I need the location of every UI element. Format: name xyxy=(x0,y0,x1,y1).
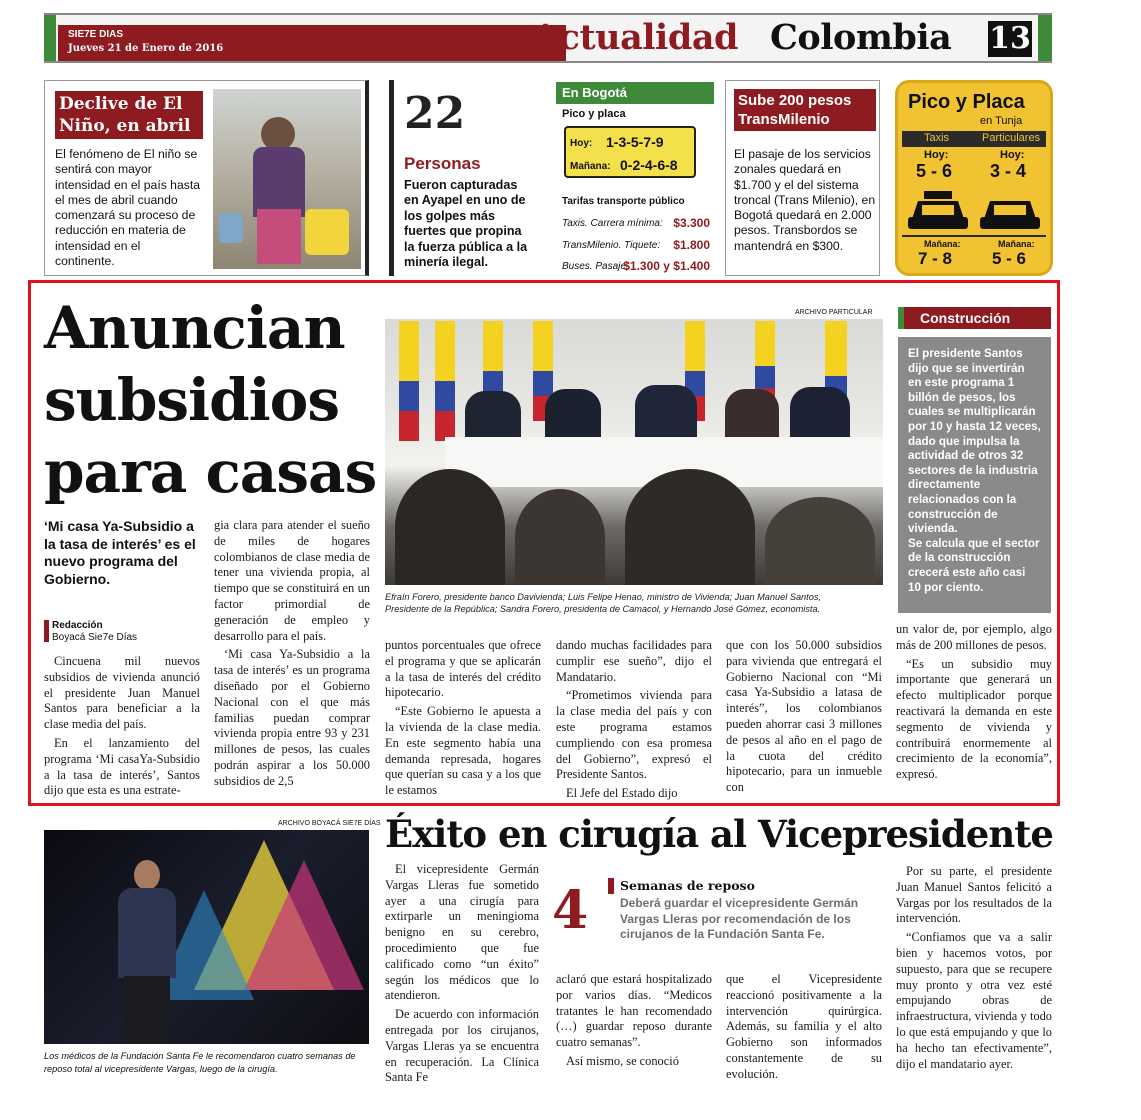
panel-person xyxy=(790,387,850,439)
issue-date: Jueves 21 de Enero de 2016 xyxy=(68,43,224,54)
paragraph: dando muchas facilidades para cumplir ese sueño”, dijo el Mandatario. xyxy=(556,638,712,684)
pico-taxis-label: Taxis xyxy=(924,132,950,144)
tarifa-row xyxy=(562,261,714,272)
tarifa-value: $3.300 xyxy=(673,216,710,230)
section-title-actualidad: Actualidad xyxy=(532,17,738,58)
paragraph: “Este Gobierno le apuesta a la vivienda de la clase media. En este segmento había una demanda represada, hogares que querían su casa y a los que le estamos xyxy=(385,704,541,798)
paragraph: “Es un subsidio muy importante que generará un efecto multiplicador porque reactivará la demanda en este segmento de vivienda y contribuirá enormemente al crecimiento de la economía”, expresó. xyxy=(896,656,1052,782)
pico-part-hoy: 3 - 4 xyxy=(990,161,1027,181)
pico-taxis-manana: 7 - 8 xyxy=(918,249,953,268)
paragraph: “Prometimos vivienda para la clase media del país y con este programa estamos cumpliendo con esa promesa del Gobierno”, expresó el Presidente Santos. xyxy=(556,688,712,782)
main-byline xyxy=(44,620,204,644)
panel-person xyxy=(545,389,601,439)
byline-author: Redacción xyxy=(52,620,103,631)
construccion-body-2: Se calcula que el sector de la construcción crecerá este año casi 10 por ciento. xyxy=(908,536,1040,594)
pico-hoy-label: Hoy: xyxy=(924,149,949,161)
pico-subtitle: en Tunja xyxy=(980,115,1023,127)
masthead xyxy=(44,13,1052,63)
brand-name: SIE7E DIAS xyxy=(68,29,124,40)
tarifa-label: Taxis. Carrera mínima: xyxy=(562,218,663,229)
speaker-body xyxy=(118,888,176,978)
byline-outlet: Boyacá Sie7e Días xyxy=(52,632,138,643)
main-headline-line-1: Anuncian xyxy=(44,294,345,362)
main-col-2 xyxy=(214,518,370,793)
bogota-hoy-value: 1-3-5-7-9 xyxy=(606,134,664,150)
byline-mark xyxy=(44,620,49,642)
second-col-4 xyxy=(896,864,1052,1075)
pico-taxis-hoy: 5 - 6 xyxy=(916,161,953,181)
pico-manana-label: Mañana: xyxy=(998,239,1035,249)
main-col-3 xyxy=(385,638,541,802)
brief-nino xyxy=(44,80,369,276)
panel-person xyxy=(635,385,697,439)
bogota-hoy-label: Hoy: xyxy=(570,138,593,149)
pico-hoy-label: Hoy: xyxy=(1000,149,1025,161)
reposo-number: 4 xyxy=(552,880,589,941)
stage-light xyxy=(244,860,364,990)
pico-particulares-label: Particulares xyxy=(982,132,1041,144)
reposo-accent xyxy=(608,878,614,894)
tarifa-row xyxy=(562,240,714,251)
speaker-legs xyxy=(124,976,170,1044)
brief-nino-title: Declive de El Niño, en abril xyxy=(55,91,203,139)
paragraph: El Jefe del Estado dijo xyxy=(566,786,678,801)
taxi-icon xyxy=(906,189,970,233)
audience-head xyxy=(765,497,875,585)
tarifa-row xyxy=(562,218,714,229)
audience-head xyxy=(395,469,505,585)
paragraph: un valor de, por ejemplo, algo más de 200 millones de pesos. xyxy=(896,622,1052,652)
speaker-head xyxy=(134,860,160,890)
flag xyxy=(399,321,419,441)
construccion-body-1: El presidente Santos dijo que se invertirán en este programa 1 billón de pesos, los cuales se multiplicarán por 10 y hasta 12 veces, dado que impulsa la actividad de otros 32 sectores de la industria directamente relacionados con la construcción de vivienda. xyxy=(908,347,1041,536)
main-headline-line-2: subsidios xyxy=(44,366,339,434)
second-photo-caption: Los médicos de la Fundación Santa Fe le recomendaron cuatro semanas de reposo total al vicepresidente Vargas, luego de la cirugía. xyxy=(44,1051,356,1074)
second-headline: Éxito en cirugía al Vicepresidente xyxy=(385,812,1053,856)
bogota-manana-label: Mañana: xyxy=(570,161,611,172)
paragraph: aclaró que estará hospitalizado por varios días. “Medicos tratantes le han recomendado (…) guardar reposo durante cuatro semanas”. xyxy=(556,972,712,1050)
brief-bogota xyxy=(550,80,714,276)
reposo-body: Deberá guardar el vicepresidente Germán Vargas Lleras por recomendación de los cirujanos de la Fundación Santa Fe. xyxy=(620,896,859,942)
bogota-pico-plate xyxy=(564,126,696,178)
tarifa-value: $1.800 xyxy=(673,238,710,252)
pico-manana-row xyxy=(902,235,1046,269)
tarifa-label: Buses. Pasaje: xyxy=(562,261,629,272)
reposo-sidebar xyxy=(552,876,882,948)
transmilenio-body: El pasaje de los servicios zonales quedará en $1.700 y el del sistema troncal (Trans Milenio), en Bogotá quedará en 2.000 pesos. Transbordos se mantendrá en $300. xyxy=(734,147,876,253)
section-title-colombia: Colombia xyxy=(770,17,952,58)
main-photo-caption: Efraín Forero, presidente banco Davivienda; Luis Felipe Henao, ministro de Vivienda; Juan Manuel Santos, Presidente de la República; Sandra Forero, presidenta de Camacol, y Hernando José Gómez, economista. xyxy=(385,592,821,614)
main-photo xyxy=(385,319,883,585)
bogota-manana-value: 0-2-4-6-8 xyxy=(620,157,678,173)
pico-manana-label: Mañana: xyxy=(924,239,961,249)
panel-person xyxy=(465,391,521,439)
paragraph: que con los 50.000 subsidios para vivienda que entregará el Gobierno Nacional con “Mi casa Ya-Subsidio a latasa de interés”, los colombianos pueden ahorrar casi 3 millones de pesos al año en el pago de la cuota del crédito hipotecario, para un inmueble con xyxy=(726,638,882,795)
personas-label: Personas xyxy=(404,154,481,173)
paragraph: gia clara para atender el sueño de miles de hogares colombianos de clase media de tener una vivienda propia, al tiempo que se constituirá en un factor primordial de generación de empleo y desarrollo para el país. xyxy=(214,518,370,643)
flag xyxy=(435,321,455,441)
paragraph: En el lanzamiento del programa ‘Mi casaYa-Subsidio a la tasa de interés’, Santos dijo que esta es una estrate- xyxy=(44,735,200,798)
main-headline-line-3: para casas xyxy=(44,438,377,506)
pico-part-manana: 5 - 6 xyxy=(992,249,1027,268)
paragraph: Por su parte, el presidente Juan Manuel Santos felicitó a Vargas por los resultados de la intervención. xyxy=(896,864,1052,926)
masthead-green-edge-right xyxy=(1038,15,1052,61)
second-col-1 xyxy=(385,862,539,1089)
pico-placa-tunja xyxy=(895,80,1053,276)
tarifa-value: $1.300 y $1.400 xyxy=(623,259,710,273)
paragraph: Así mismo, se conoció xyxy=(566,1053,679,1068)
main-col-4 xyxy=(556,638,712,805)
main-col-1 xyxy=(44,654,200,802)
main-col-5 xyxy=(726,638,882,799)
masthead-date-bar xyxy=(58,25,566,61)
brief-nino-body: El fenómeno de El niño se sentirá con mayor intensidad en el país hasta el mes de abril cuando comenzará su proceso de reducción en materia de intensidad en el continente. xyxy=(55,147,201,269)
main-dek: ‘Mi casa Ya-Subsidio a la tasa de interés’ es el nuevo programa del Gobierno. xyxy=(44,518,196,587)
tarifa-label: TransMilenio. Tiquete: xyxy=(562,240,661,251)
paragraph: ‘Mi casa Ya-Subsidio a la tasa de interés’ es un programa diseñado por el Gobierno Nacional con el que más familias puedan comprar vivienda propia entre 93 y 231 millones de pesos, las cuales podrán aspirar a los 50.000 subsidios de 2,5 xyxy=(214,647,370,788)
personas-body: Fueron capturadas en Ayapel en uno de los golpes más fuertes que propina la fuerza pública a la minería ilegal. xyxy=(404,178,528,270)
car-icon xyxy=(978,189,1042,233)
bogota-header: En Bogotá xyxy=(556,82,714,104)
construccion-label: Construcción xyxy=(898,307,1051,329)
pico-title: Pico y Placa xyxy=(908,91,1025,113)
brief-transmilenio xyxy=(725,80,880,276)
paragraph: “Confiamos que va a salir bien y hacemos votos, por supuesto, para que se recupere muy pronto y otra vez esté empujando obras de infraestructura, vivienda y todo lo que está empujando y que lo ha hecho tan efectivamente”, dijo el mandatario ayer. xyxy=(896,930,1052,1071)
paragraph: El vicepresidente Germán Vargas Lleras fue sometido ayer a una cirugía para extirparle un meningioma benigno en su cerebro, procedimiento que fue calificado como “un éxito” según los médicos que lo atendieron. xyxy=(385,862,539,1003)
paragraph: que el Vicepresidente reaccionó positivamente a la intervención quirúrgica. Además, su familia y el alto Gobierno son informados constantemente de su evolución. xyxy=(726,972,882,1081)
second-photo-credit: ARCHIVO BOYACÁ SIE7E DÍAS xyxy=(278,820,381,827)
audience-head xyxy=(515,489,605,585)
tarifas-title: Tarifas transporte público xyxy=(562,196,685,207)
personas-number: 22 xyxy=(404,88,466,139)
main-col-6 xyxy=(896,622,1052,786)
audience-head xyxy=(625,469,755,585)
pico-header-row xyxy=(902,131,1046,147)
construccion-box xyxy=(898,337,1051,613)
main-photo-credit: ARCHIVO PARTICULAR xyxy=(795,309,873,316)
paragraph: De acuerdo con información entregada por los cirujanos, Vargas Lleras ya se encuentra en recuperación. La Clínica Santa Fe xyxy=(385,1007,539,1085)
second-photo xyxy=(44,830,369,1044)
paragraph: puntos porcentuales que ofrece el programa y que se aplicarán a la tasa de interés del crédito hipotecario. xyxy=(385,638,541,700)
panel-person xyxy=(725,389,779,439)
brief-personas xyxy=(389,80,529,276)
paragraph: Cincuena mil nuevos subsidios de vivienda anunció el presidente Juan Manuel Santos para beneficiar a la clase media del país. xyxy=(44,654,200,732)
nino-photo xyxy=(213,89,361,269)
second-col-2 xyxy=(556,972,712,1073)
reposo-title: Semanas de reposo xyxy=(620,878,755,893)
page-number: 13 xyxy=(989,21,1031,56)
bogota-pico-label: Pico y placa xyxy=(562,108,626,120)
masthead-green-edge xyxy=(44,15,56,61)
transmilenio-title: Sube 200 pesos TransMilenio xyxy=(734,89,876,131)
second-col-3 xyxy=(726,972,882,1086)
